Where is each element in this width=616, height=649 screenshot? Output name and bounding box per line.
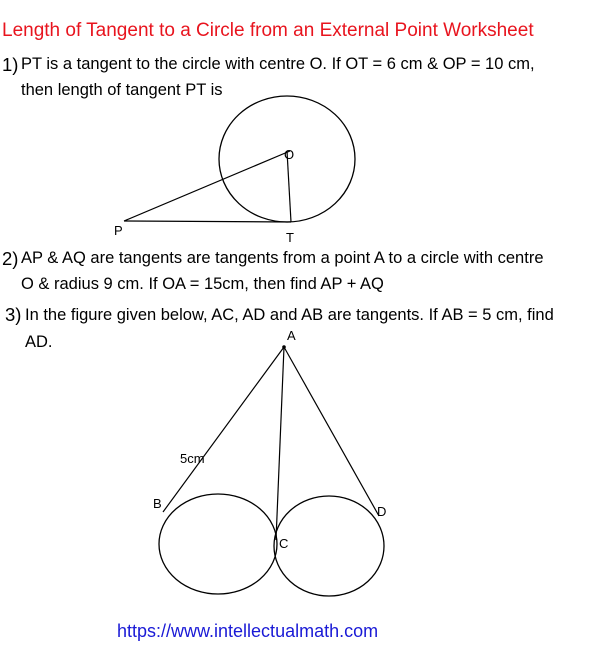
fig3-label-c: C: [279, 536, 289, 551]
fig3-left-circle: [159, 494, 277, 594]
footer-url-link[interactable]: https://www.intellectualmath.com: [117, 621, 379, 641]
question-3-text-line2: AD.: [25, 333, 53, 351]
question-2-text-line2: O & radius 9 cm. If OA = 15cm, then find AP + AQ: [21, 275, 384, 293]
worksheet-title: Length of Tangent to a Circle from an External Point Worksheet: [2, 20, 534, 41]
question-1-text-line1: PT is a tangent to the circle with centre O. If OT = 6 cm & OP = 10 cm,: [21, 55, 535, 73]
fig3-tangent-ac: [276, 347, 284, 540]
question-2-text-line1: AP & AQ are tangents are tangents from a point A to a circle with centre: [21, 249, 544, 267]
question-1-text-line2: then length of tangent PT is: [21, 81, 223, 99]
question-1-number: 1): [2, 54, 19, 75]
fig3-right-circle: [274, 496, 387, 596]
fig1-label-o: O: [284, 147, 295, 162]
figure-1-tangent-diagram: [114, 96, 355, 245]
fig1-label-p: P: [114, 223, 123, 238]
fig1-segment-po: [124, 151, 290, 221]
fig3-label-ab-length: 5cm: [180, 451, 205, 466]
fig3-point-a: [282, 345, 286, 349]
fig1-segment-pt: [124, 221, 291, 222]
fig3-label-d: D: [377, 504, 387, 519]
question-3-text-line1: In the figure given below, AC, AD and AB are tangents. If AB = 5 cm, find: [25, 306, 554, 324]
fig1-label-t: T: [286, 230, 294, 245]
question-2-number: 2): [2, 248, 19, 269]
fig3-label-a: A: [287, 328, 296, 343]
question-3-number: 3): [5, 304, 22, 325]
figure-3-tangents-diagram: [153, 328, 386, 596]
fig3-tangent-ab: [163, 347, 284, 512]
fig3-label-b: B: [153, 496, 162, 511]
fig3-tangent-ad: [284, 347, 379, 516]
